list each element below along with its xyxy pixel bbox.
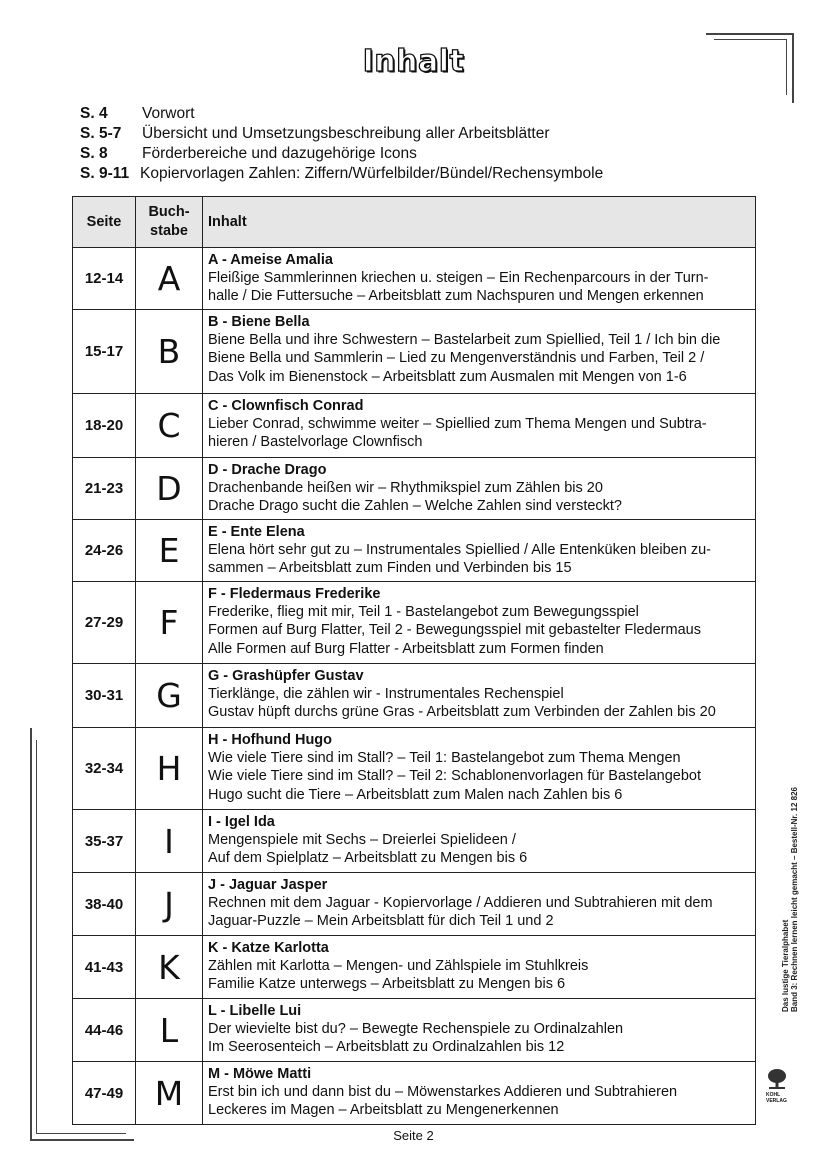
entry-description-line: Drachenbande heißen wir – Rhythmikspiel zum Zählen bis 20 [208, 480, 603, 497]
row-pages: 24-26 [73, 520, 136, 582]
intro-page-number: S. 4 [80, 105, 108, 122]
entry-description-line: Hugo sucht die Tiere – Arbeitsblatt zum Malen nach Zahlen bis 6 [208, 786, 623, 803]
row-content [203, 458, 756, 520]
tree-icon [766, 1068, 788, 1090]
table-row [73, 520, 756, 582]
row-pages: 35-37 [73, 810, 136, 873]
entry-description-line: Lieber Conrad, schwimme weiter – Spiellied zum Thema Mengen und Subtra- [208, 416, 707, 433]
row-content [203, 999, 756, 1062]
intro-item [80, 164, 603, 184]
row-pages: 44-46 [73, 999, 136, 1062]
row-content [203, 310, 756, 394]
side-volume-info: Band 3: Rechnen lernen leicht gemacht – Bestell-Nr. 12 826 [790, 787, 799, 1012]
row-letter: E [136, 520, 203, 582]
table-row [73, 873, 756, 936]
entry-description-line: Auf dem Spielplatz – Arbeitsblatt zu Mengen bis 6 [208, 850, 528, 867]
entry-title: M - Möwe Matti [208, 1066, 312, 1082]
entry-description-line: Der wievielte bist du? – Bewegte Rechenspiele zu Ordinalzahlen [208, 1021, 624, 1038]
entry-description-line: halle / Die Futtersuche – Arbeitsblatt zum Nachspuren und Mengen erkennen [208, 288, 704, 305]
entry-title: H - Hofhund Hugo [208, 732, 333, 748]
row-pages: 27-29 [73, 582, 136, 664]
entry-description-line: Biene Bella und ihre Schwestern – Bastelarbeit zum Spiellied, Teil 1 / Ich bin die [208, 332, 721, 349]
intro-list [80, 104, 603, 184]
entry-description-line: hieren / Bastelvorlage Clownfisch [208, 434, 423, 451]
table-row [73, 310, 756, 394]
entry-description-line: Gustav hüpft durchs grüne Gras - Arbeitsblatt zum Verbinden der Zahlen bis 20 [208, 704, 716, 721]
table-row [73, 1062, 756, 1125]
entry-description-line: Formen auf Burg Flatter, Teil 2 - Bewegungsspiel mit gebastelter Fledermaus [208, 622, 701, 639]
row-pages: 47-49 [73, 1062, 136, 1125]
row-content [203, 664, 756, 728]
table-row [73, 999, 756, 1062]
row-letter: L [136, 999, 203, 1062]
intro-text: Kopiervorlagen Zahlen: Ziffern/Würfelbilder/Bündel/Rechensymbole [140, 165, 604, 182]
table-row [73, 582, 756, 664]
entry-description-line: Jaguar-Puzzle – Mein Arbeitsblatt für dich Teil 1 und 2 [208, 913, 554, 930]
row-pages: 30-31 [73, 664, 136, 728]
row-pages: 15-17 [73, 310, 136, 394]
table-row [73, 248, 756, 310]
row-content [203, 248, 756, 310]
table-row [73, 936, 756, 999]
table-row [73, 458, 756, 520]
row-pages: 12-14 [73, 248, 136, 310]
entry-description-line: Das Volk im Bienenstock – Arbeitsblatt zum Ausmalen mit Mengen von 1-6 [208, 368, 687, 385]
intro-page-number: S. 9-11 [80, 165, 130, 182]
entry-title: K - Katze Karlotta [208, 940, 329, 956]
entry-description-line: Wie viele Tiere sind im Stall? – Teil 1: Bastelangebot zum Thema Mengen [208, 750, 681, 767]
header-seite: Seite [73, 197, 136, 248]
entry-description-line: Elena hört sehr gut zu – Instrumentales Spiellied / Alle Entenküken bleiben zu- [208, 542, 711, 559]
entry-description-line: Familie Katze unterwegs – Arbeitsblatt zu Mengen bis 6 [208, 976, 566, 993]
intro-item [80, 144, 603, 164]
publisher-logo-text: KOHL VERLAG [766, 1092, 787, 1104]
row-letter: B [136, 310, 203, 394]
row-letter: I [136, 810, 203, 873]
row-pages: 32-34 [73, 728, 136, 810]
intro-item [80, 104, 603, 124]
row-letter: D [136, 458, 203, 520]
corner-line-bottom-left-v2 [36, 740, 37, 1133]
table-row [73, 394, 756, 458]
entry-description-line: Erst bin ich und dann bist du – Möwenstarkes Addieren und Subtrahieren [208, 1084, 678, 1101]
publisher-logo [766, 1068, 788, 1104]
entry-description-line: Alle Formen auf Burg Flatter - Arbeitsblatt zum Formen finden [208, 640, 604, 657]
row-pages: 38-40 [73, 873, 136, 936]
entry-title: D - Drache Drago [208, 462, 327, 478]
entry-title: L - Libelle Lui [208, 1003, 302, 1019]
intro-text: Übersicht und Umsetzungsbeschreibung aller Arbeitsblätter [142, 125, 550, 142]
page-title: Inhalt [362, 44, 465, 79]
row-pages: 41-43 [73, 936, 136, 999]
row-content [203, 520, 756, 582]
row-letter: J [136, 873, 203, 936]
row-content [203, 394, 756, 458]
row-letter: G [136, 664, 203, 728]
intro-text: Vorwort [142, 105, 195, 122]
row-letter: F [136, 582, 203, 664]
table-row [73, 810, 756, 873]
table-body [73, 248, 756, 1125]
entry-description-line: Im Seerosenteich – Arbeitsblatt zu Ordinalzahlen bis 12 [208, 1039, 565, 1056]
entry-description-line: Zählen mit Karlotta – Mengen- und Zählspiele im Stuhlkreis [208, 958, 589, 975]
intro-text: Förderbereiche und dazugehörige Icons [142, 145, 417, 162]
entry-title: C - Clownfisch Conrad [208, 398, 364, 414]
header-buchstabe-line1: Buch- [148, 204, 190, 220]
row-pages: 18-20 [73, 394, 136, 458]
entry-title: G - Grashüpfer Gustav [208, 668, 364, 684]
intro-page-number: S. 5-7 [80, 125, 122, 142]
row-content [203, 873, 756, 936]
row-pages: 21-23 [73, 458, 136, 520]
entry-description-line: Wie viele Tiere sind im Stall? – Teil 2: Schablonenvorlagen für Bastelangebot [208, 768, 702, 785]
entry-title: B - Biene Bella [208, 314, 310, 330]
row-letter: M [136, 1062, 203, 1125]
header-buchstabe [136, 197, 203, 248]
row-content [203, 936, 756, 999]
row-letter: A [136, 248, 203, 310]
row-content [203, 728, 756, 810]
entry-description-line: Tierklänge, die zählen wir - Instrumentales Rechenspiel [208, 686, 564, 703]
entry-title: A - Ameise Amalia [208, 252, 333, 268]
entry-description-line: Rechnen mit dem Jaguar - Kopiervorlage / Addieren und Subtrahieren mit dem [208, 895, 713, 912]
header-buchstabe-line2: stabe [150, 223, 188, 239]
entry-description-line: Mengenspiele mit Sechs – Dreierlei Spielideen / [208, 832, 516, 849]
entry-description-line: Biene Bella und Sammlerin – Lied zu Mengenverständnis und Farben, Teil 2 / [208, 350, 705, 367]
row-content [203, 582, 756, 664]
row-letter: C [136, 394, 203, 458]
header-inhalt: Inhalt [203, 197, 756, 248]
entry-title: I - Igel Ida [208, 814, 275, 830]
row-letter: H [136, 728, 203, 810]
contents-table [72, 196, 756, 1125]
table-header-row [73, 197, 756, 248]
row-content [203, 810, 756, 873]
side-series-title: Das lustige Tieralphabet [781, 919, 790, 1012]
entry-description-line: Fleißige Sammlerinnen kriechen u. steigen – Ein Rechenparcours in der Turn- [208, 270, 709, 287]
entry-description-line: sammen – Arbeitsblatt zum Finden und Verbinden bis 15 [208, 560, 572, 577]
intro-page-number: S. 8 [80, 145, 108, 162]
corner-line-top-right-h [706, 33, 792, 35]
table-row [73, 728, 756, 810]
corner-line-top-right-h2 [714, 39, 786, 40]
row-letter: K [136, 936, 203, 999]
intro-item [80, 124, 603, 144]
entry-description-line: Frederike, flieg mit mir, Teil 1 - Bastelangebot zum Bewegungsspiel [208, 604, 639, 621]
page-number: Seite 2 [393, 1128, 434, 1143]
row-content [203, 1062, 756, 1125]
side-publication-info [781, 787, 799, 1012]
entry-description-line: Drache Drago sucht die Zahlen – Welche Zahlen sind versteckt? [208, 498, 623, 515]
entry-description-line: Leckeres im Magen – Arbeitsblatt zu Mengenerkennen [208, 1102, 559, 1119]
entry-title: F - Fledermaus Frederike [208, 586, 381, 602]
table-row [73, 664, 756, 728]
corner-line-bottom-left-v [30, 728, 32, 1140]
entry-title: J - Jaguar Jasper [208, 877, 328, 893]
entry-title: E - Ente Elena [208, 524, 305, 540]
